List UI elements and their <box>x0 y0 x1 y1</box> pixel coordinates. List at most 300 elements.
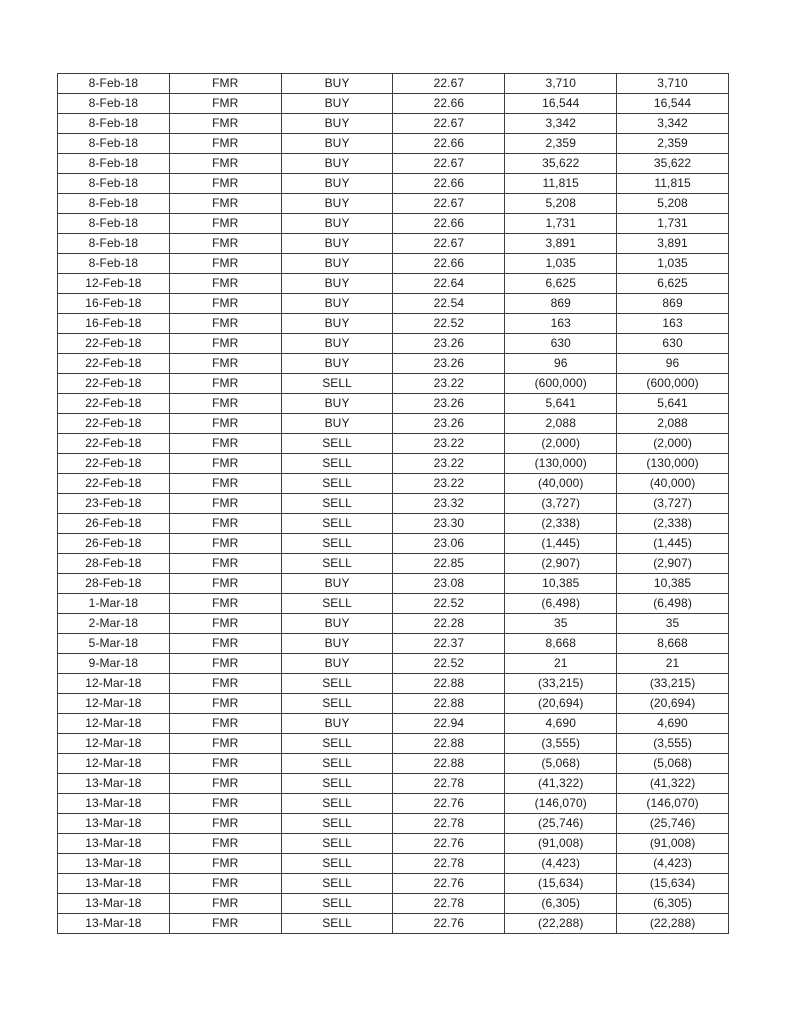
cell-firm: FMR <box>169 374 281 394</box>
table-row <box>58 154 729 174</box>
cell-date: 22-Feb-18 <box>58 334 170 354</box>
cell-firm: FMR <box>169 794 281 814</box>
cell-shares: 6,625 <box>505 274 617 294</box>
table-row <box>58 734 729 754</box>
cell-shares-duplicate: 1,035 <box>617 254 729 274</box>
cell-shares-duplicate: (3,555) <box>617 734 729 754</box>
cell-shares: (41,322) <box>505 774 617 794</box>
cell-price: 22.64 <box>393 274 505 294</box>
cell-date: 13-Mar-18 <box>58 834 170 854</box>
cell-date: 16-Feb-18 <box>58 314 170 334</box>
cell-shares: (6,498) <box>505 594 617 614</box>
cell-date: 22-Feb-18 <box>58 454 170 474</box>
cell-shares-duplicate: 4,690 <box>617 714 729 734</box>
cell-side: SELL <box>281 834 393 854</box>
cell-shares: 630 <box>505 334 617 354</box>
cell-side: SELL <box>281 474 393 494</box>
cell-shares: 11,815 <box>505 174 617 194</box>
cell-firm: FMR <box>169 714 281 734</box>
cell-date: 8-Feb-18 <box>58 74 170 94</box>
cell-firm: FMR <box>169 894 281 914</box>
table-row <box>58 234 729 254</box>
cell-firm: FMR <box>169 154 281 174</box>
cell-shares: (20,694) <box>505 694 617 714</box>
table-row <box>58 294 729 314</box>
cell-price: 23.22 <box>393 434 505 454</box>
cell-firm: FMR <box>169 414 281 434</box>
cell-date: 22-Feb-18 <box>58 434 170 454</box>
cell-shares: 869 <box>505 294 617 314</box>
cell-side: SELL <box>281 734 393 754</box>
cell-firm: FMR <box>169 214 281 234</box>
cell-price: 22.66 <box>393 254 505 274</box>
table-row <box>58 814 729 834</box>
cell-firm: FMR <box>169 74 281 94</box>
table-row <box>58 794 729 814</box>
cell-side: BUY <box>281 154 393 174</box>
cell-side: BUY <box>281 314 393 334</box>
cell-firm: FMR <box>169 114 281 134</box>
table-row <box>58 914 729 934</box>
cell-side: SELL <box>281 854 393 874</box>
cell-shares: (22,288) <box>505 914 617 934</box>
cell-date: 13-Mar-18 <box>58 894 170 914</box>
cell-side: BUY <box>281 194 393 214</box>
table-row <box>58 134 729 154</box>
cell-shares: 2,088 <box>505 414 617 434</box>
cell-side: SELL <box>281 814 393 834</box>
table-row <box>58 874 729 894</box>
trade-table-body <box>58 74 729 934</box>
cell-firm: FMR <box>169 234 281 254</box>
table-row <box>58 394 729 414</box>
table-row <box>58 514 729 534</box>
cell-firm: FMR <box>169 334 281 354</box>
cell-date: 8-Feb-18 <box>58 94 170 114</box>
table-row <box>58 674 729 694</box>
cell-firm: FMR <box>169 134 281 154</box>
cell-shares: 96 <box>505 354 617 374</box>
table-row <box>58 534 729 554</box>
cell-date: 22-Feb-18 <box>58 394 170 414</box>
cell-side: BUY <box>281 714 393 734</box>
cell-price: 22.78 <box>393 814 505 834</box>
cell-shares-duplicate: (91,008) <box>617 834 729 854</box>
cell-side: BUY <box>281 634 393 654</box>
cell-shares-duplicate: (2,000) <box>617 434 729 454</box>
cell-shares: (6,305) <box>505 894 617 914</box>
cell-shares: (130,000) <box>505 454 617 474</box>
cell-price: 22.88 <box>393 674 505 694</box>
cell-side: BUY <box>281 294 393 314</box>
cell-shares: (15,634) <box>505 874 617 894</box>
trade-table <box>57 73 729 934</box>
table-row <box>58 614 729 634</box>
cell-side: BUY <box>281 134 393 154</box>
cell-shares-duplicate: 2,359 <box>617 134 729 154</box>
cell-shares-duplicate: 35,622 <box>617 154 729 174</box>
cell-firm: FMR <box>169 434 281 454</box>
cell-shares-duplicate: 96 <box>617 354 729 374</box>
cell-date: 26-Feb-18 <box>58 534 170 554</box>
cell-side: BUY <box>281 574 393 594</box>
cell-shares: 8,668 <box>505 634 617 654</box>
cell-shares: 3,342 <box>505 114 617 134</box>
table-row <box>58 374 729 394</box>
cell-firm: FMR <box>169 774 281 794</box>
cell-date: 13-Mar-18 <box>58 794 170 814</box>
cell-shares: 35 <box>505 614 617 634</box>
cell-firm: FMR <box>169 594 281 614</box>
cell-shares-duplicate: 35 <box>617 614 729 634</box>
table-row <box>58 754 729 774</box>
cell-shares: (5,068) <box>505 754 617 774</box>
cell-price: 22.52 <box>393 314 505 334</box>
cell-shares-duplicate: 869 <box>617 294 729 314</box>
cell-shares: 35,622 <box>505 154 617 174</box>
cell-side: SELL <box>281 874 393 894</box>
cell-side: SELL <box>281 914 393 934</box>
cell-firm: FMR <box>169 914 281 934</box>
cell-shares-duplicate: (146,070) <box>617 794 729 814</box>
cell-shares-duplicate: (40,000) <box>617 474 729 494</box>
cell-shares-duplicate: 10,385 <box>617 574 729 594</box>
cell-price: 23.22 <box>393 374 505 394</box>
table-row <box>58 114 729 134</box>
cell-side: BUY <box>281 94 393 114</box>
cell-date: 8-Feb-18 <box>58 174 170 194</box>
cell-price: 23.22 <box>393 454 505 474</box>
cell-side: BUY <box>281 334 393 354</box>
cell-price: 22.67 <box>393 234 505 254</box>
cell-shares: 21 <box>505 654 617 674</box>
table-row <box>58 854 729 874</box>
cell-shares-duplicate: (2,338) <box>617 514 729 534</box>
cell-shares: (25,746) <box>505 814 617 834</box>
cell-price: 22.66 <box>393 214 505 234</box>
cell-date: 16-Feb-18 <box>58 294 170 314</box>
cell-date: 22-Feb-18 <box>58 354 170 374</box>
table-row <box>58 354 729 374</box>
cell-price: 22.85 <box>393 554 505 574</box>
cell-shares: 4,690 <box>505 714 617 734</box>
cell-date: 13-Mar-18 <box>58 914 170 934</box>
cell-side: SELL <box>281 894 393 914</box>
cell-price: 22.66 <box>393 94 505 114</box>
cell-firm: FMR <box>169 854 281 874</box>
cell-price: 22.94 <box>393 714 505 734</box>
cell-shares: (4,423) <box>505 854 617 874</box>
cell-date: 12-Mar-18 <box>58 694 170 714</box>
cell-shares: 163 <box>505 314 617 334</box>
cell-price: 23.26 <box>393 354 505 374</box>
cell-shares: (1,445) <box>505 534 617 554</box>
cell-date: 8-Feb-18 <box>58 114 170 134</box>
cell-side: BUY <box>281 234 393 254</box>
cell-date: 23-Feb-18 <box>58 494 170 514</box>
cell-shares: (146,070) <box>505 794 617 814</box>
table-row <box>58 214 729 234</box>
cell-shares-duplicate: 11,815 <box>617 174 729 194</box>
cell-side: SELL <box>281 554 393 574</box>
cell-price: 22.66 <box>393 134 505 154</box>
cell-price: 23.08 <box>393 574 505 594</box>
cell-shares-duplicate: (33,215) <box>617 674 729 694</box>
cell-firm: FMR <box>169 734 281 754</box>
cell-shares-duplicate: (41,322) <box>617 774 729 794</box>
table-row <box>58 94 729 114</box>
cell-date: 22-Feb-18 <box>58 374 170 394</box>
cell-date: 1-Mar-18 <box>58 594 170 614</box>
cell-shares-duplicate: 6,625 <box>617 274 729 294</box>
table-row <box>58 554 729 574</box>
cell-side: SELL <box>281 514 393 534</box>
cell-date: 2-Mar-18 <box>58 614 170 634</box>
cell-firm: FMR <box>169 554 281 574</box>
cell-side: BUY <box>281 354 393 374</box>
cell-firm: FMR <box>169 654 281 674</box>
cell-price: 23.26 <box>393 334 505 354</box>
cell-firm: FMR <box>169 614 281 634</box>
cell-side: SELL <box>281 534 393 554</box>
cell-shares-duplicate: (130,000) <box>617 454 729 474</box>
cell-shares: (33,215) <box>505 674 617 694</box>
cell-date: 12-Feb-18 <box>58 274 170 294</box>
cell-date: 8-Feb-18 <box>58 194 170 214</box>
cell-side: BUY <box>281 114 393 134</box>
cell-firm: FMR <box>169 474 281 494</box>
cell-price: 22.52 <box>393 654 505 674</box>
table-row <box>58 314 729 334</box>
cell-firm: FMR <box>169 674 281 694</box>
cell-side: BUY <box>281 214 393 234</box>
cell-side: BUY <box>281 394 393 414</box>
cell-side: SELL <box>281 594 393 614</box>
cell-price: 23.06 <box>393 534 505 554</box>
cell-price: 22.88 <box>393 754 505 774</box>
cell-shares-duplicate: (1,445) <box>617 534 729 554</box>
table-row <box>58 334 729 354</box>
cell-firm: FMR <box>169 534 281 554</box>
cell-shares-duplicate: 8,668 <box>617 634 729 654</box>
table-row <box>58 714 729 734</box>
table-row <box>58 414 729 434</box>
cell-shares-duplicate: (5,068) <box>617 754 729 774</box>
cell-side: SELL <box>281 674 393 694</box>
cell-date: 12-Mar-18 <box>58 714 170 734</box>
cell-price: 22.52 <box>393 594 505 614</box>
cell-date: 22-Feb-18 <box>58 474 170 494</box>
cell-shares-duplicate: (22,288) <box>617 914 729 934</box>
table-row <box>58 574 729 594</box>
cell-price: 22.76 <box>393 794 505 814</box>
cell-date: 8-Feb-18 <box>58 134 170 154</box>
cell-price: 22.54 <box>393 294 505 314</box>
cell-side: BUY <box>281 654 393 674</box>
cell-date: 5-Mar-18 <box>58 634 170 654</box>
cell-shares: (2,907) <box>505 554 617 574</box>
cell-firm: FMR <box>169 274 281 294</box>
cell-shares-duplicate: (25,746) <box>617 814 729 834</box>
cell-price: 22.88 <box>393 694 505 714</box>
table-row <box>58 694 729 714</box>
cell-firm: FMR <box>169 834 281 854</box>
cell-firm: FMR <box>169 174 281 194</box>
cell-date: 9-Mar-18 <box>58 654 170 674</box>
cell-shares: (3,555) <box>505 734 617 754</box>
cell-firm: FMR <box>169 394 281 414</box>
cell-price: 22.78 <box>393 854 505 874</box>
cell-shares: (3,727) <box>505 494 617 514</box>
cell-shares-duplicate: (3,727) <box>617 494 729 514</box>
cell-shares: 5,208 <box>505 194 617 214</box>
cell-shares-duplicate: 5,641 <box>617 394 729 414</box>
cell-side: SELL <box>281 434 393 454</box>
cell-shares-duplicate: (20,694) <box>617 694 729 714</box>
cell-date: 12-Mar-18 <box>58 734 170 754</box>
cell-side: BUY <box>281 274 393 294</box>
cell-date: 8-Feb-18 <box>58 254 170 274</box>
cell-firm: FMR <box>169 634 281 654</box>
cell-shares: 1,731 <box>505 214 617 234</box>
cell-shares-duplicate: 5,208 <box>617 194 729 214</box>
cell-firm: FMR <box>169 574 281 594</box>
cell-shares-duplicate: 3,710 <box>617 74 729 94</box>
cell-price: 22.28 <box>393 614 505 634</box>
cell-firm: FMR <box>169 194 281 214</box>
cell-price: 22.76 <box>393 834 505 854</box>
cell-shares: (91,008) <box>505 834 617 854</box>
cell-price: 22.67 <box>393 74 505 94</box>
cell-shares-duplicate: 2,088 <box>617 414 729 434</box>
cell-side: BUY <box>281 174 393 194</box>
cell-price: 22.37 <box>393 634 505 654</box>
cell-firm: FMR <box>169 494 281 514</box>
cell-price: 22.78 <box>393 894 505 914</box>
table-row <box>58 434 729 454</box>
cell-side: SELL <box>281 374 393 394</box>
cell-date: 8-Feb-18 <box>58 154 170 174</box>
cell-shares-duplicate: 3,891 <box>617 234 729 254</box>
cell-date: 13-Mar-18 <box>58 774 170 794</box>
cell-side: SELL <box>281 494 393 514</box>
cell-date: 8-Feb-18 <box>58 214 170 234</box>
cell-shares: 2,359 <box>505 134 617 154</box>
cell-firm: FMR <box>169 754 281 774</box>
cell-price: 22.67 <box>393 194 505 214</box>
table-row <box>58 594 729 614</box>
cell-firm: FMR <box>169 94 281 114</box>
cell-date: 8-Feb-18 <box>58 234 170 254</box>
cell-side: SELL <box>281 454 393 474</box>
cell-price: 23.30 <box>393 514 505 534</box>
cell-shares: (600,000) <box>505 374 617 394</box>
cell-price: 23.26 <box>393 414 505 434</box>
cell-firm: FMR <box>169 314 281 334</box>
cell-firm: FMR <box>169 874 281 894</box>
cell-price: 22.67 <box>393 154 505 174</box>
table-row <box>58 634 729 654</box>
cell-shares-duplicate: (6,305) <box>617 894 729 914</box>
cell-shares-duplicate: (600,000) <box>617 374 729 394</box>
table-row <box>58 254 729 274</box>
cell-shares-duplicate: 1,731 <box>617 214 729 234</box>
table-row <box>58 274 729 294</box>
cell-date: 26-Feb-18 <box>58 514 170 534</box>
cell-price: 23.32 <box>393 494 505 514</box>
cell-shares-duplicate: 630 <box>617 334 729 354</box>
cell-shares-duplicate: 16,544 <box>617 94 729 114</box>
cell-price: 22.67 <box>393 114 505 134</box>
cell-price: 23.22 <box>393 474 505 494</box>
cell-shares: 16,544 <box>505 94 617 114</box>
cell-shares-duplicate: (2,907) <box>617 554 729 574</box>
cell-date: 22-Feb-18 <box>58 414 170 434</box>
cell-side: BUY <box>281 614 393 634</box>
cell-firm: FMR <box>169 814 281 834</box>
cell-shares: (40,000) <box>505 474 617 494</box>
cell-date: 13-Mar-18 <box>58 854 170 874</box>
table-row <box>58 474 729 494</box>
cell-shares: 3,710 <box>505 74 617 94</box>
cell-side: SELL <box>281 794 393 814</box>
cell-side: SELL <box>281 694 393 714</box>
cell-shares-duplicate: 3,342 <box>617 114 729 134</box>
cell-shares-duplicate: 21 <box>617 654 729 674</box>
cell-firm: FMR <box>169 294 281 314</box>
cell-price: 22.88 <box>393 734 505 754</box>
table-row <box>58 774 729 794</box>
table-row <box>58 894 729 914</box>
cell-shares: (2,338) <box>505 514 617 534</box>
table-row <box>58 834 729 854</box>
cell-price: 22.66 <box>393 174 505 194</box>
cell-firm: FMR <box>169 694 281 714</box>
cell-date: 13-Mar-18 <box>58 874 170 894</box>
cell-shares: 5,641 <box>505 394 617 414</box>
cell-price: 23.26 <box>393 394 505 414</box>
cell-firm: FMR <box>169 514 281 534</box>
cell-firm: FMR <box>169 454 281 474</box>
cell-date: 28-Feb-18 <box>58 574 170 594</box>
cell-price: 22.78 <box>393 774 505 794</box>
cell-shares-duplicate: (15,634) <box>617 874 729 894</box>
cell-side: BUY <box>281 414 393 434</box>
cell-shares: (2,000) <box>505 434 617 454</box>
cell-shares-duplicate: (4,423) <box>617 854 729 874</box>
cell-date: 13-Mar-18 <box>58 814 170 834</box>
table-row <box>58 654 729 674</box>
cell-price: 22.76 <box>393 914 505 934</box>
cell-side: BUY <box>281 254 393 274</box>
cell-side: SELL <box>281 754 393 774</box>
cell-date: 12-Mar-18 <box>58 754 170 774</box>
cell-price: 22.76 <box>393 874 505 894</box>
cell-shares-duplicate: 163 <box>617 314 729 334</box>
cell-side: SELL <box>281 774 393 794</box>
cell-shares: 3,891 <box>505 234 617 254</box>
table-row <box>58 494 729 514</box>
table-row <box>58 454 729 474</box>
cell-shares: 10,385 <box>505 574 617 594</box>
cell-date: 12-Mar-18 <box>58 674 170 694</box>
table-row <box>58 174 729 194</box>
cell-firm: FMR <box>169 254 281 274</box>
cell-side: BUY <box>281 74 393 94</box>
cell-shares-duplicate: (6,498) <box>617 594 729 614</box>
cell-date: 28-Feb-18 <box>58 554 170 574</box>
table-row <box>58 74 729 94</box>
